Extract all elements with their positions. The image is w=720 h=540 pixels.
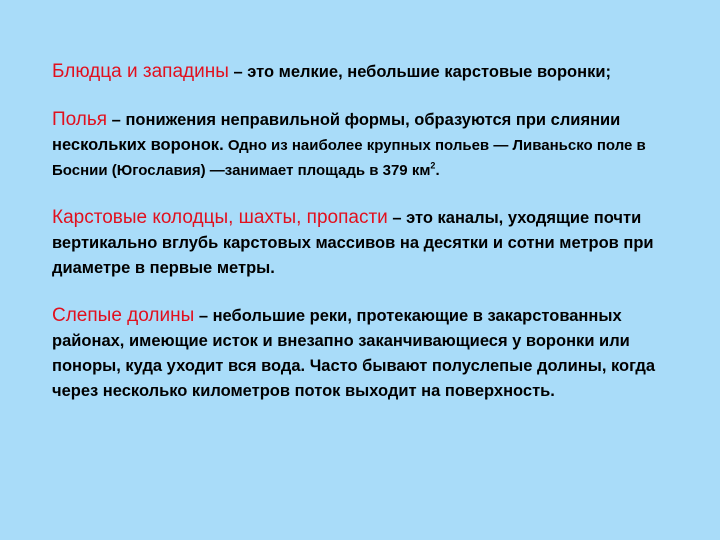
definition-wells: – это каналы, уходящие почти вертикально вглубь карстовых массивов на десятки и сотни метров при диаметре в первые метры. xyxy=(52,209,654,277)
definition-saucers: – это мелкие, небольшие карстовые воронки; xyxy=(228,63,611,81)
paragraph-blind-valleys xyxy=(52,303,692,404)
note-poljes-superscript: 2 xyxy=(430,160,436,171)
paragraph-poljes xyxy=(52,107,692,183)
note-poljes-end: . xyxy=(435,162,440,179)
slide-content xyxy=(52,59,692,404)
term-poljes: Полья xyxy=(52,109,108,130)
definition-blind-valleys: – небольшие реки, протекающие в закарстованных районах, имеющие исток и внезапно заканчивающиеся у воронки или поноры, куда уходит вся вода. Часто бывают полуслепые долины, когда через несколько километров поток выходит на поверхность. xyxy=(52,307,656,400)
paragraph-saucers xyxy=(52,59,692,85)
term-wells: Карстовые колодцы, шахты, пропасти xyxy=(52,207,388,228)
term-blind-valleys: Слепые долины xyxy=(52,305,195,326)
paragraph-wells xyxy=(52,205,692,281)
note-poljes: Одно из наиболее крупных польев — Ливаньско поле в Боснии (Югославия) —занимает площадь в 379 км xyxy=(52,137,646,179)
term-saucers: Блюдца и западины xyxy=(52,61,229,82)
definition-poljes: – понижения неправильной формы, образуются при слиянии нескольких воронок. xyxy=(52,111,621,154)
